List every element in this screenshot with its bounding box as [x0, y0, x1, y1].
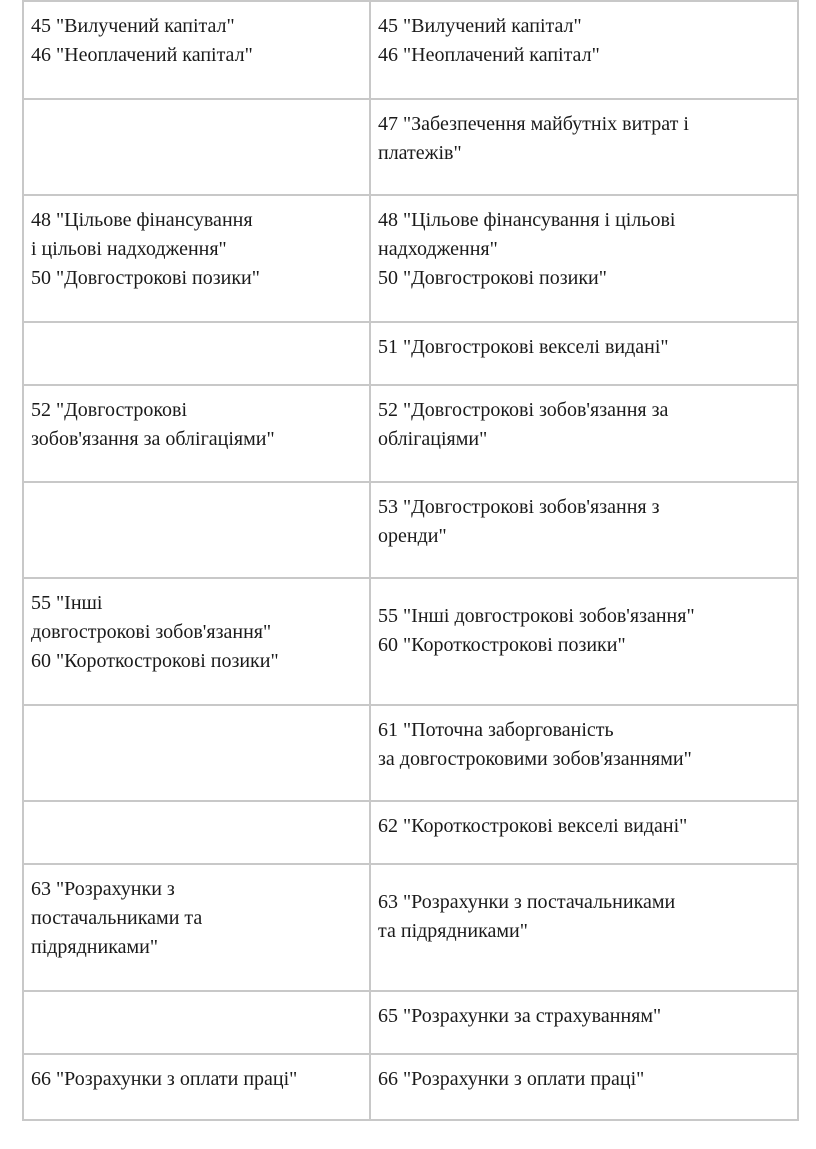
table-row	[23, 801, 798, 864]
right-cell	[370, 322, 798, 385]
right-cell-text: 52 "Довгострокові зобов'язання за облігаціями"	[378, 399, 669, 450]
left-cell	[23, 578, 370, 705]
right-cell	[370, 705, 798, 801]
left-cell	[23, 864, 370, 991]
right-cell-text: 55 "Інші довгострокові зобов'язання" 60 "Короткострокові позики"	[378, 605, 695, 656]
right-cell	[370, 578, 798, 705]
right-cell	[370, 864, 798, 991]
right-cell-text: 62 "Короткострокові векселі видані"	[378, 815, 688, 837]
accounts-table-container	[22, 0, 797, 1121]
left-cell-text: 45 "Вилучений капітал" 46 "Неоплачений капітал"	[31, 15, 253, 66]
table-row	[23, 991, 798, 1054]
right-cell	[370, 991, 798, 1054]
right-cell	[370, 1, 798, 99]
table-row	[23, 705, 798, 801]
right-cell-text: 53 "Довгострокові зобов'язання з оренди"	[378, 496, 660, 547]
left-cell	[23, 99, 370, 195]
right-cell	[370, 195, 798, 322]
left-cell-text: 66 "Розрахунки з оплати праці"	[31, 1068, 298, 1090]
right-cell-text: 48 "Цільове фінансування і цільові надходження" 50 "Довгострокові позики"	[378, 209, 676, 289]
right-cell-text: 66 "Розрахунки з оплати праці"	[378, 1068, 645, 1090]
table-row	[23, 385, 798, 482]
right-cell-text: 51 "Довгострокові векселі видані"	[378, 336, 669, 358]
table-row	[23, 578, 798, 705]
right-cell-text: 65 "Розрахунки за страхуванням"	[378, 1005, 662, 1027]
left-cell	[23, 801, 370, 864]
left-cell-text: 52 "Довгострокові зобов'язання за облігаціями"	[31, 399, 275, 450]
left-cell-text: 48 "Цільове фінансування і цільові надходження" 50 "Довгострокові позики"	[31, 209, 260, 289]
left-cell	[23, 482, 370, 578]
left-cell	[23, 705, 370, 801]
table-row	[23, 1, 798, 99]
left-cell	[23, 1054, 370, 1120]
table-row	[23, 195, 798, 322]
right-cell-text: 47 "Забезпечення майбутніх витрат і платежів"	[378, 113, 689, 164]
right-cell-text: 61 "Поточна заборгованість за довгостроковими зобов'язаннями"	[378, 719, 692, 770]
table-row	[23, 482, 798, 578]
right-cell	[370, 482, 798, 578]
table-row	[23, 1054, 798, 1120]
right-cell-text: 63 "Розрахунки з постачальниками та підрядниками"	[378, 891, 676, 942]
right-cell-text: 45 "Вилучений капітал" 46 "Неоплачений капітал"	[378, 15, 600, 66]
right-cell	[370, 1054, 798, 1120]
left-cell	[23, 1, 370, 99]
right-cell	[370, 385, 798, 482]
table-row	[23, 864, 798, 991]
left-cell	[23, 322, 370, 385]
accounts-correspondence-table	[22, 0, 799, 1121]
left-cell	[23, 195, 370, 322]
left-cell-text: 55 "Інші довгострокові зобов'язання" 60 "Короткострокові позики"	[31, 592, 279, 672]
table-row	[23, 99, 798, 195]
right-cell	[370, 801, 798, 864]
left-cell	[23, 991, 370, 1054]
left-cell-text: 63 "Розрахунки з постачальниками та підрядниками"	[31, 878, 203, 958]
left-cell	[23, 385, 370, 482]
table-row	[23, 322, 798, 385]
right-cell	[370, 99, 798, 195]
